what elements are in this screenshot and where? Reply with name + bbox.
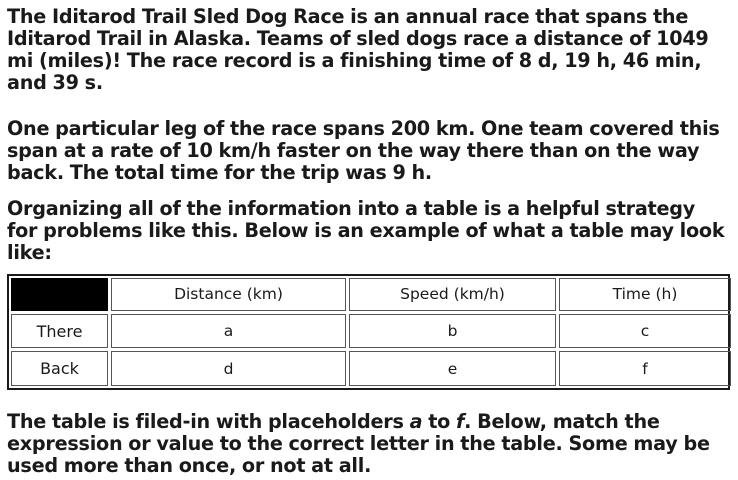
info-table-frame [7, 274, 730, 390]
closing-paragraph [7, 411, 729, 477]
cell-f: f [559, 351, 731, 386]
strategy-paragraph: Organizing all of the information into a table is a helpful strategy for problems like this. Below is an example of what a table may look like: [7, 197, 725, 264]
row-label-there: There [11, 314, 108, 349]
closing-letter-a: a [409, 410, 423, 433]
info-table [8, 275, 734, 389]
header-speed: Speed (km/h) [349, 278, 556, 311]
cell-b: b [349, 314, 556, 349]
header-time: Time (h) [559, 278, 731, 311]
cell-e: e [349, 351, 556, 386]
table-corner-cell [11, 278, 108, 311]
closing-to: to [422, 410, 456, 433]
row-label-back: Back [11, 351, 108, 386]
table-row-there [11, 314, 731, 349]
cell-a: a [111, 314, 346, 349]
cell-d: d [111, 351, 346, 386]
problem-document [7, 6, 729, 477]
header-distance: Distance (km) [111, 278, 346, 311]
closing-prefix: The table is filed-in with placeholders [7, 410, 410, 433]
problem-paragraph: One particular leg of the race spans 200 km. One team covered this span at a rate of 10 km/h faster on the way there than on the way back. The total time for the trip was 9 h. [7, 117, 720, 184]
cell-c: c [559, 314, 731, 349]
table-header-row [11, 278, 731, 311]
intro-paragraph: The Iditarod Trail Sled Dog Race is an annual race that spans the Iditarod Trail in Alaska. Teams of sled dogs race a distance of 1049 mi (miles)! The race record is a finishing time of 8 d, 19 h, 46 min, and 39 s. [7, 5, 709, 94]
closing-suffix: . Below, match the expression or value to the correct letter in the table. Some may be used more than once, or not at all. [7, 410, 710, 477]
table-row-back [11, 351, 731, 386]
closing-letter-f: f [456, 410, 465, 433]
